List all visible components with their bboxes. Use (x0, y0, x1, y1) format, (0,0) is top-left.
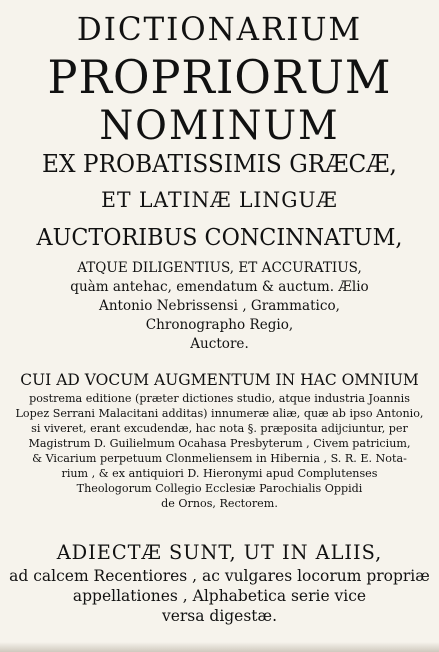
appendix-block (0, 566, 439, 626)
intro-line: quàm antehac, emendatum & auctum. Ælio (70, 279, 369, 295)
title-line-propriorum: PROPRIORUM (47, 50, 392, 104)
augment-line: postrema editione (præter dictiones studio, atque industria Joannis (29, 391, 410, 405)
augment-block (0, 391, 439, 511)
intro-line: Antonio Nebrissensi , Grammatico, (99, 298, 340, 314)
intro-line: Auctore. (190, 336, 249, 352)
title-line-latinae: ET LATINÆ LINGUÆ (101, 188, 338, 212)
title-line-concinnatum: AUCTORIBUS CONCINNATUM, (36, 225, 403, 251)
augment-line: si viveret, erant excudendæ, hac nota §. præposita adijciuntur, per (31, 421, 408, 435)
augment-line: Lopez Serrani Malacitani additas) innumeræ aliæ, quæ ab ipso Antonio, (15, 406, 424, 420)
augment-line: de Ornos, Rectorem. (161, 496, 278, 510)
augment-line: Magistrum D. Guilielmum Ocahasa Presbyterum , Civem patricium, (28, 436, 411, 450)
intro-block (0, 259, 439, 354)
intro-line: Chronographo Regio, (145, 317, 294, 333)
appendix-heading: ADIECTÆ SUNT, UT IN ALIIS, (56, 540, 383, 564)
appendix-line: appellationes , Alphabetica serie vice (72, 586, 367, 605)
title-line-nominum: NOMINUM (99, 103, 340, 149)
augment-heading: CUI AD VOCUM AUGMENTUM IN HAC OMNIUM (20, 370, 419, 389)
title-line-graecae: EX PROBATISSIMIS GRÆCÆ, (42, 150, 397, 178)
augment-line: & Vicarium perpetuum Clonmeliensem in Hibernia , S. R. E. Nota- (32, 451, 407, 465)
augment-line: Theologorum Collegio Ecclesiæ Parochialis Oppidi (76, 481, 363, 495)
augment-line: rium , & ex antiquiori D. Hieronymi apud Complutenses (61, 466, 378, 480)
intro-line: ATQUE DILIGENTIUS, ET ACCURATIUS, (77, 260, 362, 276)
appendix-line: versa digestæ. (161, 606, 278, 625)
appendix-line: ad calcem Recentiores , ac vulgares locorum propriæ (9, 566, 430, 585)
title-line-dictionarium: DICTIONARIUM (76, 10, 363, 48)
